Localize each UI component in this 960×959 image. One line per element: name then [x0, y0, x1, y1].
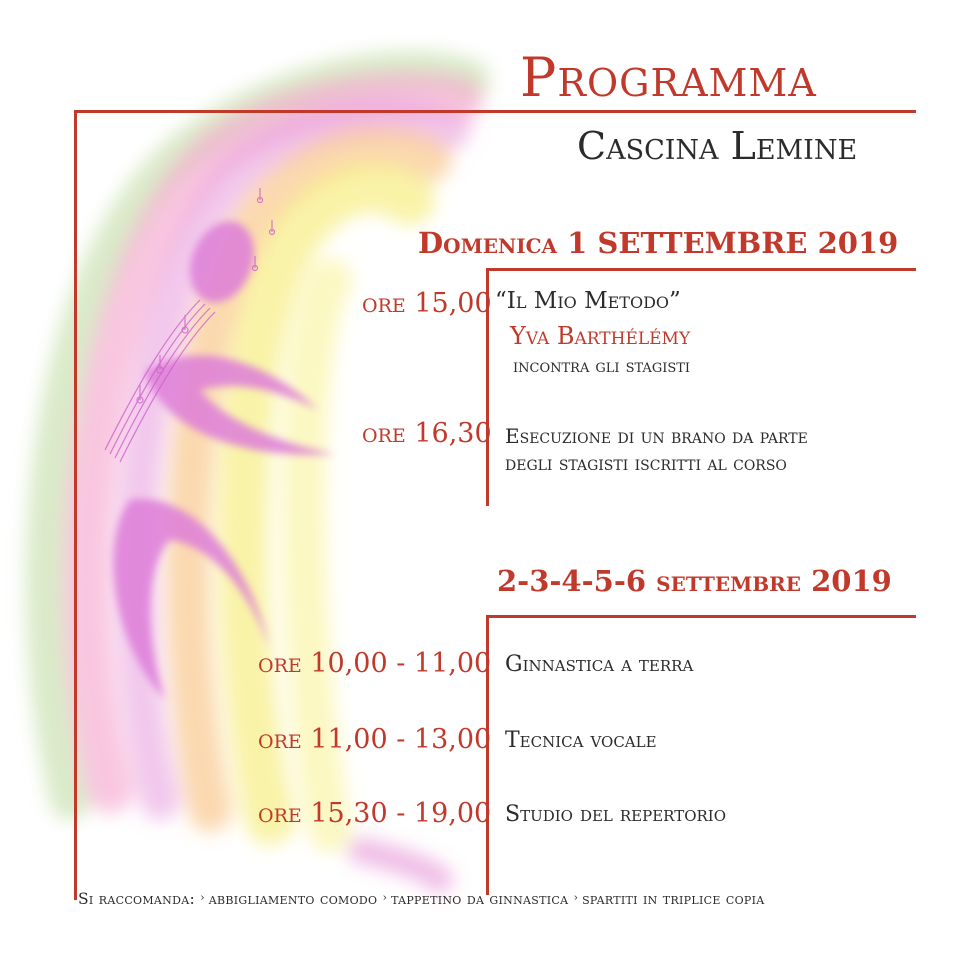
footer-item: tappetino da ginnastica: [391, 890, 569, 908]
footer-item: spartiti in triplice copia: [582, 890, 765, 908]
section2-heading: 2-3-4-5-6 settembre 2019: [497, 564, 892, 598]
event-speaker: Yva Barthélémy: [510, 322, 691, 350]
event-activity: Ginnastica a terra: [505, 652, 694, 677]
event-detail: incontra gli stagisti: [513, 355, 691, 377]
event-activity: Studio del repertorio: [505, 802, 727, 827]
section2-top-line: [486, 615, 916, 618]
frame-left-line: [74, 110, 77, 900]
event-time: ore 16,30: [362, 418, 492, 449]
footer-recommendations: [78, 890, 765, 908]
event-activity: Tecnica vocale: [505, 728, 657, 753]
footer-item: abbigliamento comodo: [208, 890, 378, 908]
section1-heading: Domenica 1 SETTEMBRE 2019: [418, 226, 899, 260]
rainbow-arc: [46, 71, 470, 880]
footer-label: Si raccomanda:: [78, 890, 195, 908]
event-title: “Il Mio Metodo”: [495, 288, 681, 314]
page-title: Programma: [520, 46, 817, 109]
bullet-icon: ›: [200, 891, 209, 904]
event-time: ore 15,00: [362, 288, 492, 319]
frame-top-line: [74, 110, 916, 113]
bullet-icon: ›: [382, 891, 392, 904]
event-time: ore 15,30 - 19,00: [258, 798, 492, 829]
event-time: ore 10,00 - 11,00: [258, 648, 492, 679]
event-description-line2: degli stagisti iscritti al corso: [505, 451, 787, 475]
event-time: ore 11,00 - 13,00: [258, 724, 492, 755]
page-subtitle: Cascina Lemine: [577, 124, 858, 168]
bullet-icon: ›: [573, 891, 583, 904]
section1-top-line: [486, 268, 916, 271]
event-description-line1: Esecuzione di un brano da parte: [505, 424, 808, 448]
